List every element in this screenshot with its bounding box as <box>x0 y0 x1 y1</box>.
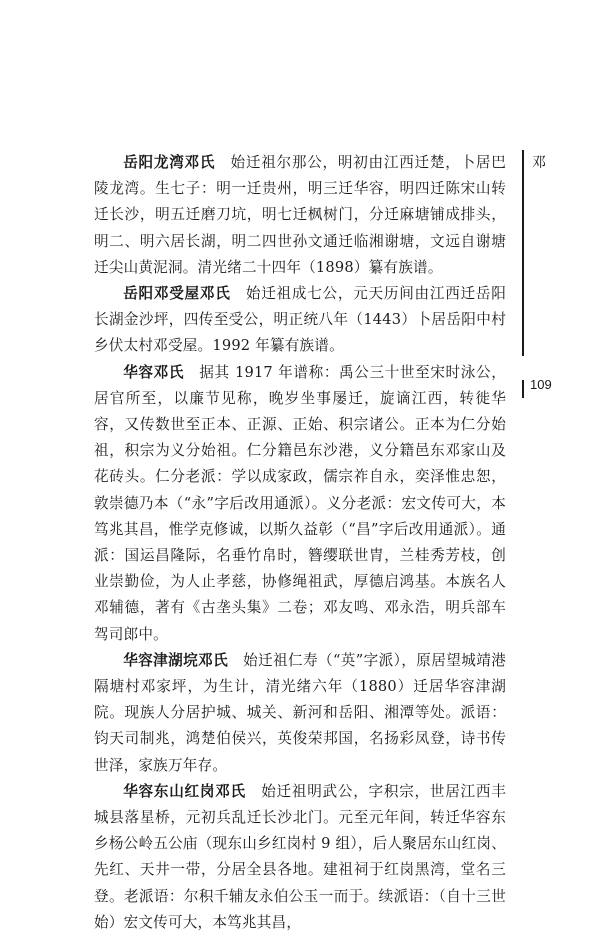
page-number-rule <box>522 380 524 398</box>
entry-body: 始迁祖成七公，元天历间由江西迁岳阳长湖金沙坪，四传至受公，明正统八年（1443）卜居岳阳中村乡伏太村邓受屋。1992 年纂有族谱。 <box>94 285 507 355</box>
margin-rule <box>522 150 524 356</box>
entry-heading: 华容东山红岗邓氏 <box>123 782 246 800</box>
entry-body: 始迁祖明武公，字积宗，世居江西丰城县落星桥，元初兵乱迁长沙北门。元至元年间，转迁华容东乡杨公岭五公庙（现东山乡红岗村 9 组），后人聚居东山红岗、先红、天井一带，分居全县各地。建祖祠于红岗黑湾，堂名三登。老派语：尔积千辅友永伯公玉一而于。续派语：（自十三世始）宏文传可大，本笃兆其昌， <box>94 782 507 931</box>
page-number: 109 <box>530 377 552 392</box>
entry-body: 始迁祖仁寿（“英”字派），原居望城靖港隔塘村邓家坪，为生计，清光绪六年（1880）迁居华容津湖院。现族人分居护城、城关、新河和岳阳、湘潭等处。派语：钧天司制兆，鸿楚伯侯兴，英俊荣邦国，名扬彩凤登，诗书传世泽，家族万年存。 <box>94 651 506 774</box>
entry-huarong-jinhuyuan <box>94 648 506 779</box>
entry-heading: 岳阳龙湾邓氏 <box>123 154 216 171</box>
running-head: 邓 <box>532 155 546 171</box>
entry-heading: 岳阳邓受屋邓氏 <box>123 285 231 303</box>
entry-huarong <box>94 360 506 648</box>
entry-yueyang-dengshouwu <box>94 281 506 360</box>
entry-huarong-dongshan-honggang <box>94 779 506 936</box>
entry-yueyang-longwan <box>94 150 506 281</box>
entry-body: 始迁祖尔那公，明初由江西迁楚，卜居巴陵龙湾。生七子：明一迁贵州，明三迁华容，明四迁陈宋山转迁长沙，明五迁磨刀坑，明七迁枫树门，分迁麻塘铺成排头，明二、明六居长湖，明二四世孙文通迁临湘谢塘，文远自谢塘迁尖山黄泥洞。清光绪二十四年（1898）纂有族谱。 <box>94 154 507 276</box>
body-text <box>94 150 506 936</box>
entry-heading: 华容津湖垸邓氏 <box>123 651 229 669</box>
entry-heading: 华容邓氏 <box>123 363 185 381</box>
entry-body: 据其 1917 年谱称：禹公三十世至宋时泳公，居官所至，以廉节见称，晚岁坐事屡迁，旋谪江西，转徙华容，又传数世至正本、正源、正始、积宗诸公。正本为仁分始祖，积宗为义分始祖。仁分籍邑东沙港，义分籍邑东邓家山及花砖头。仁分老派：学以成家政，儒宗祚自永，奕泽惟忠恕，敦崇德乃本（“永”字后改用通派）。义分老派：宏文传可大，本笃兆其昌，惟学克修诚，以斯久益彰（“昌”字后改用通派）。通派：国运昌隆际，名垂竹帛时，簪缨联世胄，兰桂秀芳枝，创业崇勤俭，为人止孝慈，协修绳祖武，厚德启鸿基。本族名人邓辅德，著有《古垄头集》二卷；邓友鸣、邓永浩，明兵部车驾司郎中。 <box>94 363 506 643</box>
